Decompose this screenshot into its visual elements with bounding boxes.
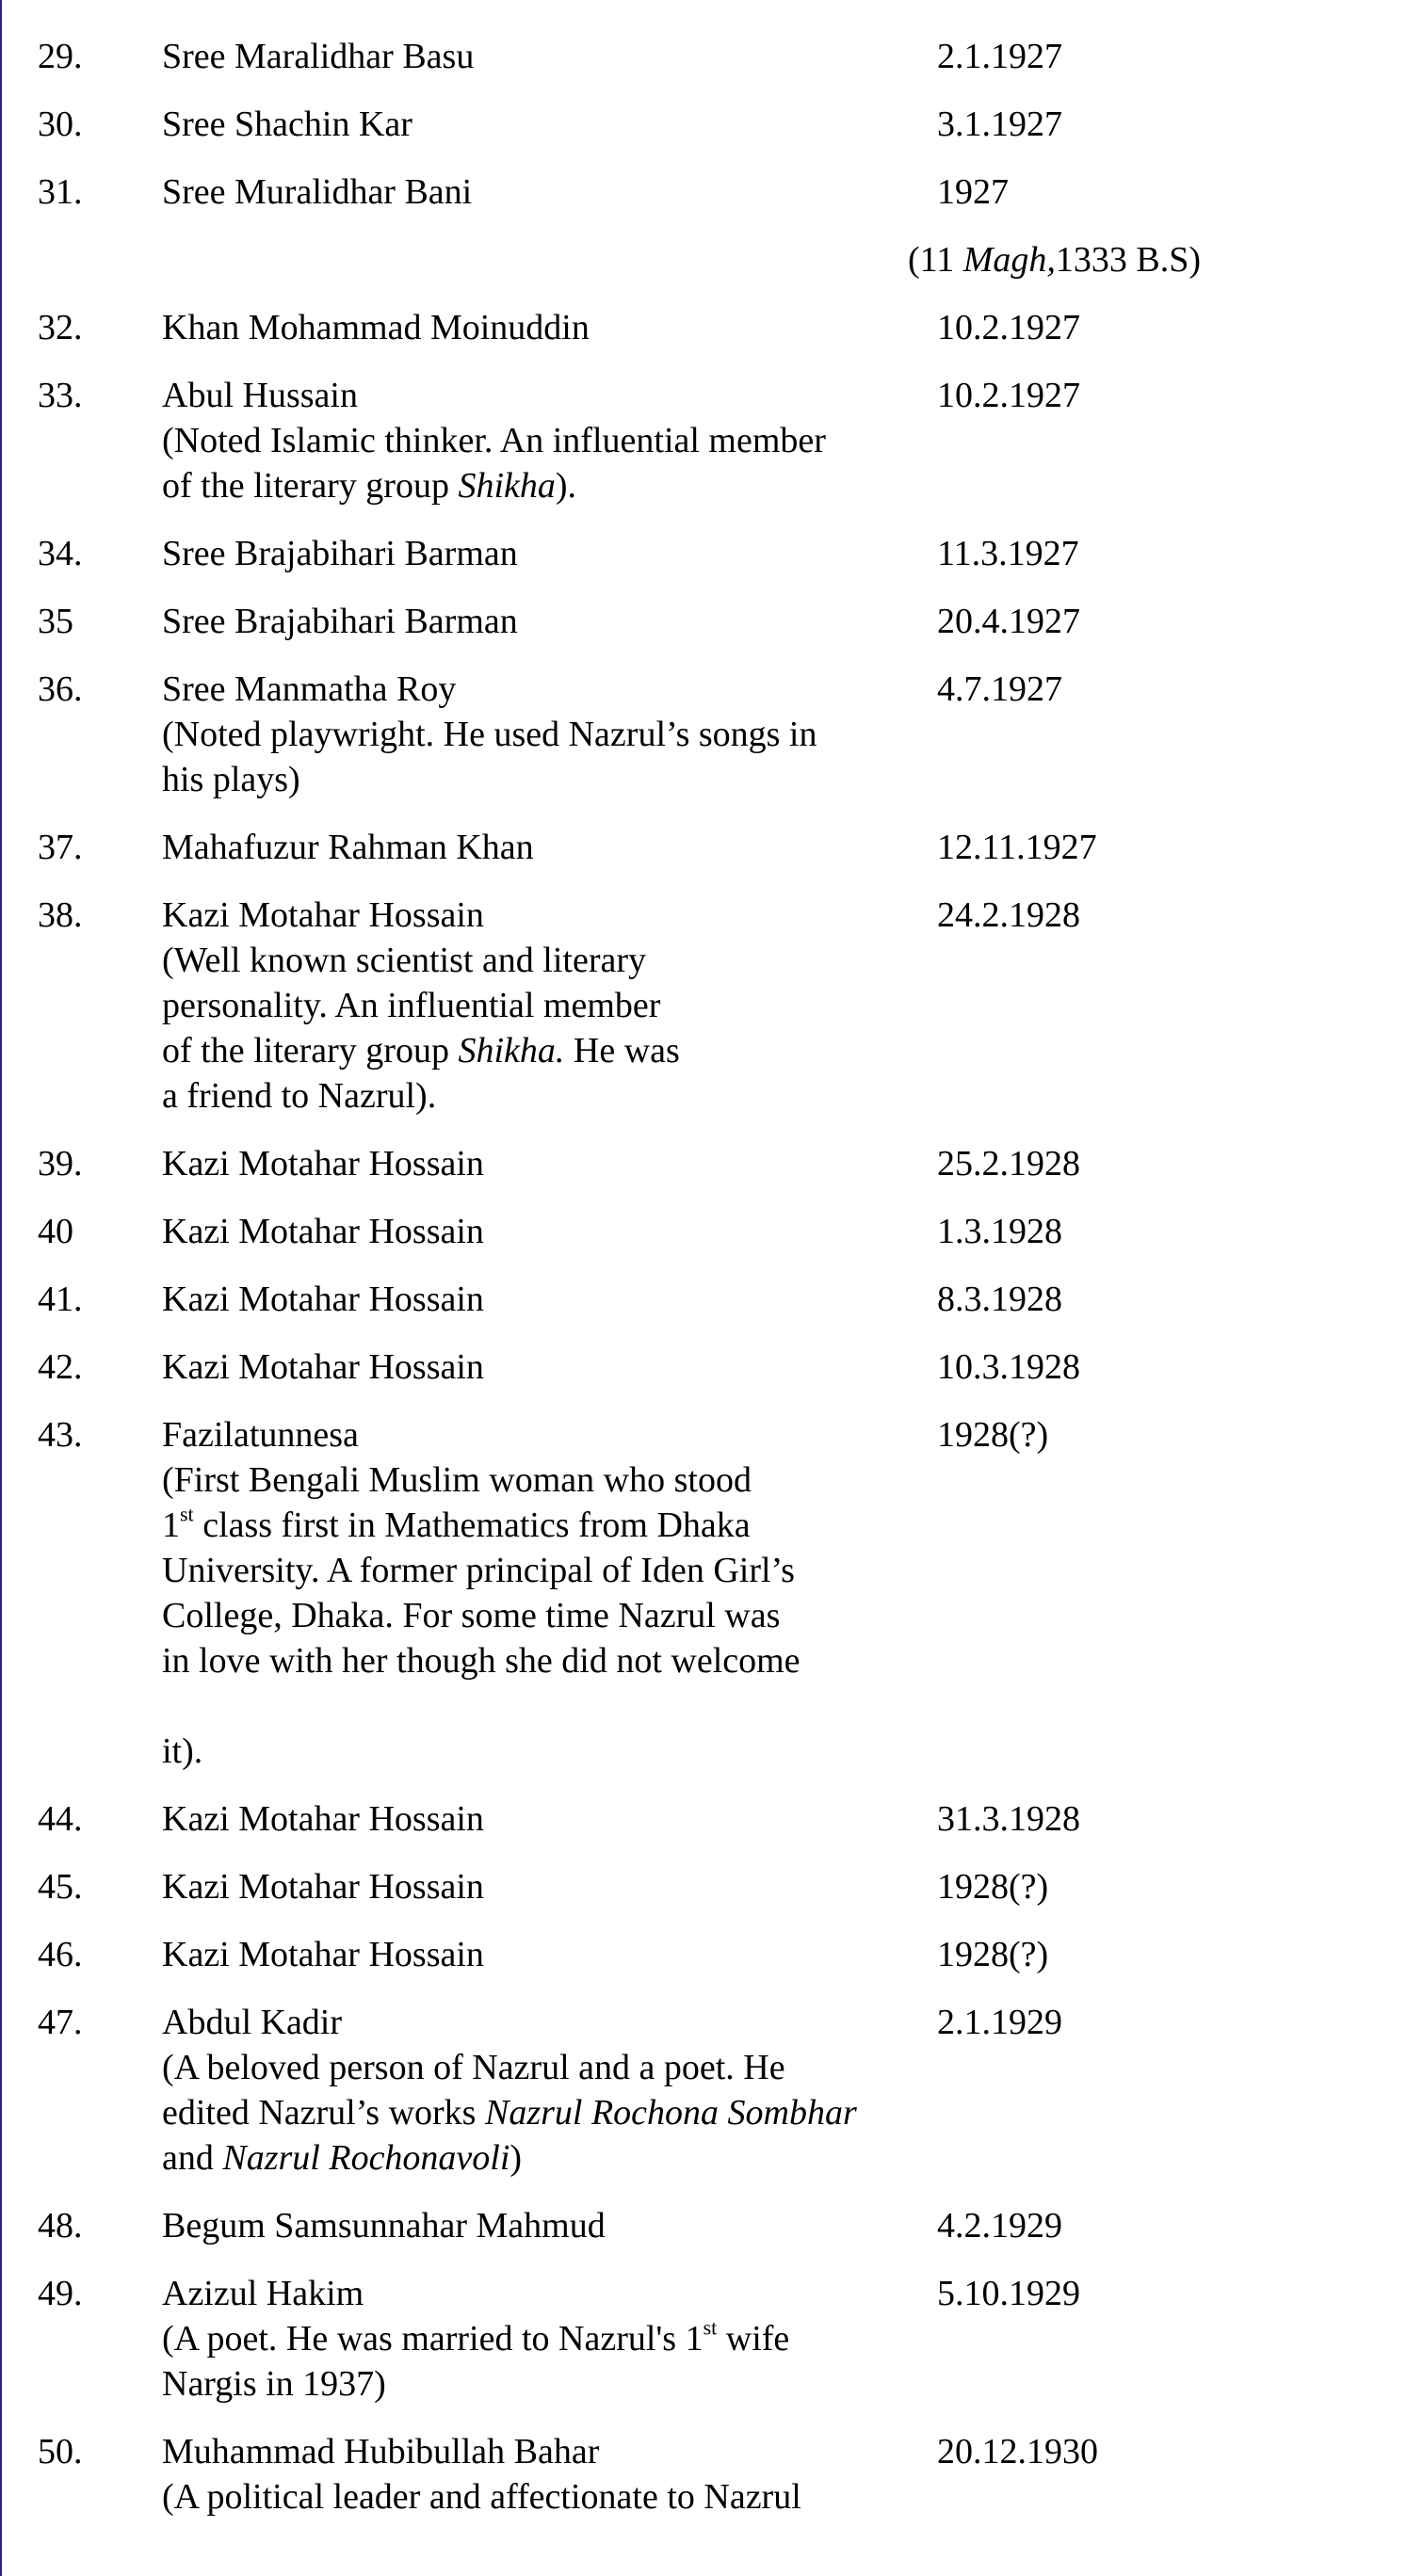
entry-note: (A beloved person of Nazrul and a poet. He xyxy=(162,2048,785,2087)
entry-number: 29. xyxy=(38,37,83,76)
list-item xyxy=(2,1932,1407,1977)
list-item xyxy=(2,599,1407,644)
entry-body xyxy=(162,2000,953,2181)
list-item xyxy=(2,1796,1407,1842)
entry-name: Abul Hussain xyxy=(162,376,358,415)
entry-name: Kazi Motahar Hossain xyxy=(162,1144,484,1183)
entry-body xyxy=(162,531,953,576)
entry-number: 44. xyxy=(38,1799,83,1839)
entry-number: 50. xyxy=(38,2432,83,2471)
entry-body xyxy=(162,2271,953,2407)
entry-body xyxy=(162,1209,953,1254)
entry-name: Kazi Motahar Hossain xyxy=(162,1347,484,1387)
entry-name: Sree Maralidhar Basu xyxy=(162,37,475,76)
entry-name: Sree Muralidhar Bani xyxy=(162,172,473,212)
entry-number: 32. xyxy=(38,308,83,347)
entry-note: College, Dhaka. For some time Nazrul was xyxy=(162,1596,781,1635)
entry-name: Kazi Motahar Hossain xyxy=(162,1212,484,1251)
entry-name: Fazilatunnesa xyxy=(162,1415,359,1455)
entry-name: Kazi Motahar Hossain xyxy=(162,1935,484,1974)
entry-date: 12.11.1927 xyxy=(937,828,1097,867)
entry-body xyxy=(162,1796,953,1842)
list-item xyxy=(2,1141,1407,1186)
entry-note: edited Nazrul’s works Nazrul Rochona Sombhar xyxy=(162,2093,857,2133)
entry-body xyxy=(162,305,953,350)
entry-note: (Noted Islamic thinker. An influential member xyxy=(162,421,826,460)
entry-date: 1.3.1928 xyxy=(937,1212,1062,1251)
entry-body xyxy=(162,2429,953,2520)
entry-date: 20.12.1930 xyxy=(937,2432,1098,2471)
entry-number: 33. xyxy=(38,376,83,415)
entry-note: (A poet. He was married to Nazrul's 1st wife xyxy=(162,2315,790,2359)
entry-date: 1927 xyxy=(937,172,1009,212)
entry-body xyxy=(162,34,953,79)
entry-body xyxy=(162,102,953,147)
entry-note: (A political leader and affectionate to Nazrul xyxy=(162,2477,801,2517)
entry-date: 20.4.1927 xyxy=(937,602,1080,641)
list-item xyxy=(2,893,1407,1119)
entry-number: 43. xyxy=(38,1415,83,1455)
entry-date: 4.2.1929 xyxy=(937,2206,1062,2246)
entry-date: 4.7.1927 xyxy=(937,669,1062,709)
entry-date: 3.1.1927 xyxy=(937,105,1062,144)
entry-body xyxy=(162,1141,953,1186)
entry-name: Mahafuzur Rahman Khan xyxy=(162,828,534,867)
entry-note: and Nazrul Rochonavoli) xyxy=(162,2138,523,2178)
list-item xyxy=(2,1209,1407,1254)
entry-name: Kazi Motahar Hossain xyxy=(162,1280,484,1319)
entry-name: Begum Samsunnahar Mahmud xyxy=(162,2206,606,2246)
entry-name: Khan Mohammad Moinuddin xyxy=(162,308,590,347)
entry-date: 31.3.1928 xyxy=(937,1799,1080,1839)
entry-date: 10.2.1927 xyxy=(937,308,1080,347)
entry-date: 1928(?) xyxy=(937,1415,1049,1455)
entry-note: University. A former principal of Iden Girl’s xyxy=(162,1551,795,1590)
entry-body xyxy=(162,169,953,215)
entry-date: 11.3.1927 xyxy=(937,534,1079,573)
entry-body xyxy=(162,825,953,870)
entry-name: Azizul Hakim xyxy=(162,2274,364,2313)
entry-number: 40 xyxy=(38,1212,73,1251)
entry-name: Muhammad Hubibullah Bahar xyxy=(162,2432,600,2471)
entry-number: 31. xyxy=(38,172,83,212)
entry-date: 2.1.1927 xyxy=(937,37,1062,76)
entry-note: of the literary group Shikha. He was xyxy=(162,1031,680,1071)
letter-list xyxy=(2,34,1407,2542)
entry-date: 1928(?) xyxy=(937,1935,1049,1974)
entry-body xyxy=(162,599,953,644)
list-item xyxy=(2,373,1407,508)
entry-number: 48. xyxy=(38,2206,83,2246)
entry-body xyxy=(162,373,953,508)
list-item xyxy=(2,2000,1407,2181)
entry-number: 41. xyxy=(38,1280,83,1319)
entry-name: Sree Shachin Kar xyxy=(162,105,412,144)
list-item xyxy=(2,2429,1407,2520)
entry-date: 10.2.1927 xyxy=(937,376,1080,415)
entry-number: 30. xyxy=(38,105,83,144)
entry-number: 37. xyxy=(38,828,83,867)
entry-number: 34. xyxy=(38,534,83,573)
list-item xyxy=(2,531,1407,576)
entry-note: Nargis in 1937) xyxy=(162,2364,386,2404)
list-item xyxy=(2,1277,1407,1322)
entry-body xyxy=(162,893,953,1119)
entry-date: 10.3.1928 xyxy=(937,1347,1080,1387)
entry-body xyxy=(162,1864,953,1909)
entry-note: 1st class first in Mathematics from Dhaka xyxy=(162,1502,751,1545)
entry-name: Sree Brajabihari Barman xyxy=(162,602,518,641)
entry-date: 5.10.1929 xyxy=(937,2274,1080,2313)
entry-number: 42. xyxy=(38,1347,83,1387)
entry-name: Sree Brajabihari Barman xyxy=(162,534,518,573)
list-item xyxy=(2,1344,1407,1390)
entry-number: 45. xyxy=(38,1867,83,1907)
list-item xyxy=(2,1412,1407,1774)
list-item xyxy=(2,305,1407,350)
entry-body xyxy=(162,667,953,802)
entry-name: Sree Manmatha Roy xyxy=(162,669,457,709)
entry-body xyxy=(162,1412,953,1774)
entry-number: 38. xyxy=(38,895,83,935)
list-item xyxy=(2,169,1407,215)
entry-date: 1928(?) xyxy=(937,1867,1049,1907)
entry-note: personality. An influential member xyxy=(162,986,661,1025)
list-item xyxy=(2,2203,1407,2248)
entry-body xyxy=(162,2203,953,2248)
entry-number: 46. xyxy=(38,1935,83,1974)
entry-note: a friend to Nazrul). xyxy=(162,1076,437,1116)
entry-name: Kazi Motahar Hossain xyxy=(162,895,484,935)
entry-note: his plays) xyxy=(162,760,300,799)
entry-body xyxy=(162,1344,953,1390)
list-item xyxy=(2,667,1407,802)
entry-note: (First Bengali Muslim woman who stood xyxy=(162,1460,752,1500)
entry-date: 8.3.1928 xyxy=(937,1280,1062,1319)
entry-number: 49. xyxy=(38,2274,83,2313)
entry-body xyxy=(162,1932,953,1977)
entry-body xyxy=(162,1277,953,1322)
entry-name: Kazi Motahar Hossain xyxy=(162,1867,484,1907)
entry-number: 35 xyxy=(38,602,73,641)
list-item xyxy=(2,2271,1407,2407)
entry-note: in love with her though she did not welcome xyxy=(162,1641,801,1681)
entry-note: of the literary group Shikha). xyxy=(162,466,577,506)
entry-date-note: (11 Magh,1333 B.S) xyxy=(908,240,1202,280)
entry-note: (Well known scientist and literary xyxy=(162,941,647,980)
entry-note: (Noted playwright. He used Nazrul’s songs in xyxy=(162,715,817,754)
entry-name: Kazi Motahar Hossain xyxy=(162,1799,484,1839)
list-item xyxy=(2,102,1407,147)
list-item xyxy=(2,34,1407,79)
list-item xyxy=(2,1864,1407,1909)
entry-note: it). xyxy=(162,1731,203,1771)
entry-name: Abdul Kadir xyxy=(162,2003,343,2042)
entry-number: 47. xyxy=(38,2003,83,2042)
entry-date: 25.2.1928 xyxy=(937,1144,1080,1183)
list-item xyxy=(2,825,1407,870)
date-note-row xyxy=(2,237,1407,282)
entry-date: 2.1.1929 xyxy=(937,2003,1062,2042)
entry-date: 24.2.1928 xyxy=(937,895,1080,935)
entry-number: 36. xyxy=(38,669,83,709)
entry-number: 39. xyxy=(38,1144,83,1183)
